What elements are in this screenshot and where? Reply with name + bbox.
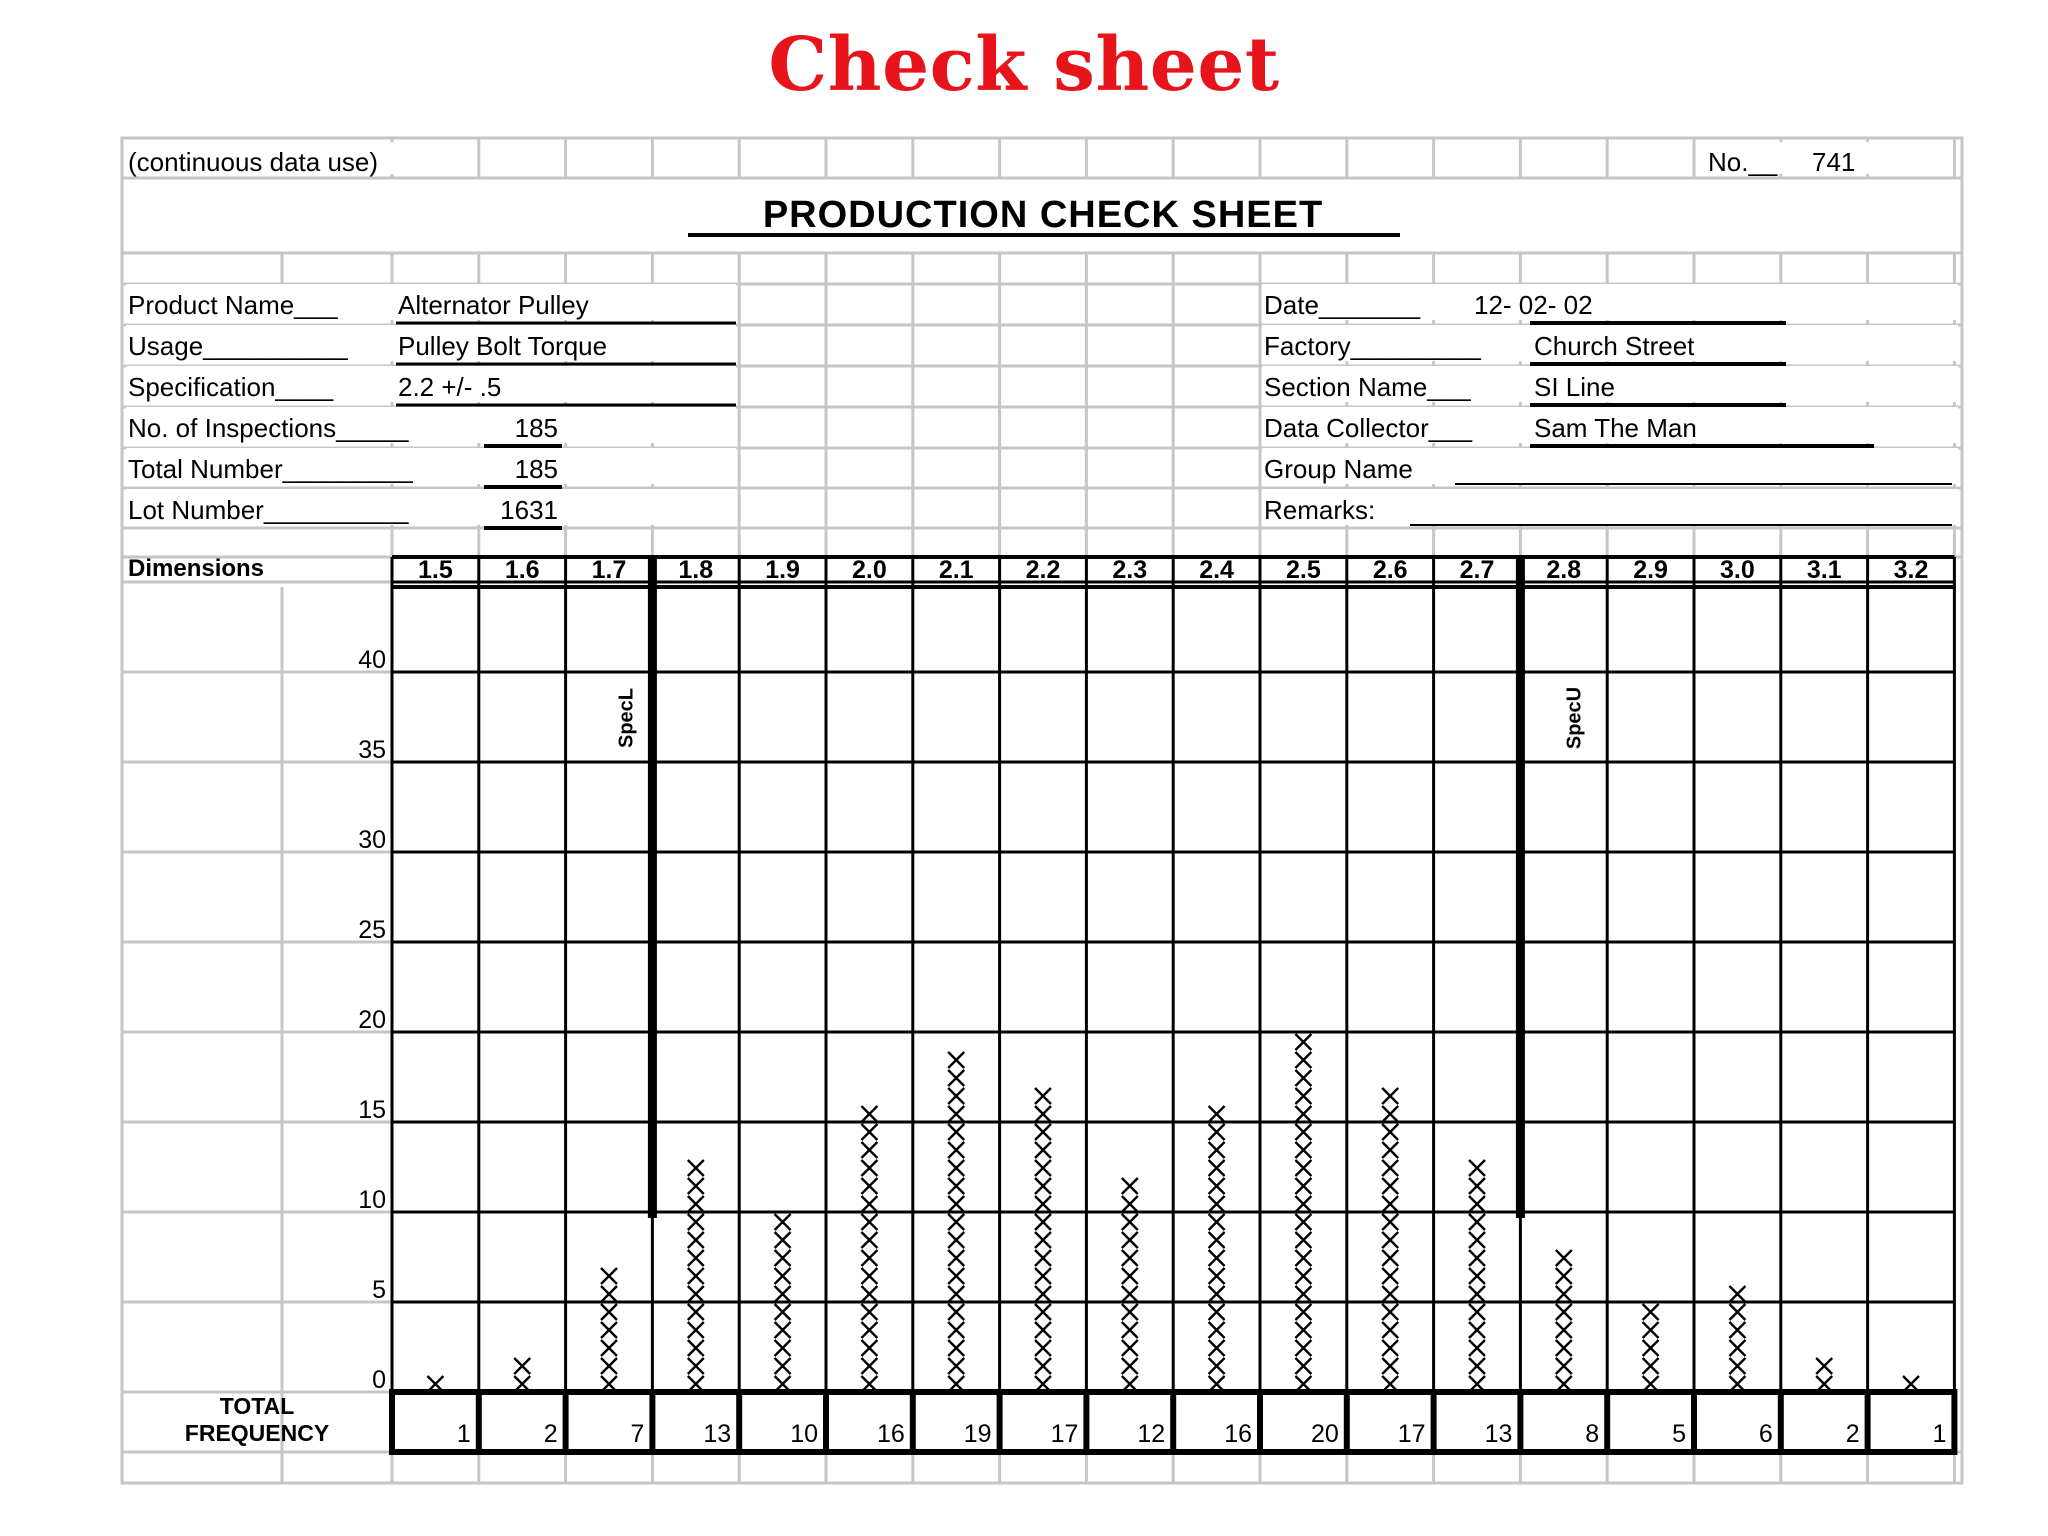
y-tick-label: 5 [372, 1276, 386, 1304]
total-value: 17 [1397, 1420, 1426, 1448]
total-value: 2 [543, 1420, 558, 1448]
field-value: 12- 02- 02 [1474, 290, 1593, 320]
field-value: Sam The Man [1534, 413, 1697, 443]
field-label: Group Name [1264, 454, 1413, 484]
total-value: 20 [1310, 1420, 1339, 1448]
total-value: 8 [1585, 1420, 1600, 1448]
field-value: 185 [514, 413, 558, 443]
category-label: 1.7 [591, 556, 627, 584]
total-value: 16 [876, 1420, 905, 1448]
field-label: No. of Inspections_____ [128, 413, 409, 443]
field-label: Factory_________ [1264, 331, 1481, 361]
category-label: 2.7 [1459, 556, 1495, 584]
y-tick-label: 0 [372, 1366, 386, 1394]
y-tick-label: 25 [358, 916, 386, 944]
field-value: SI Line [1534, 372, 1615, 402]
category-label: 2.0 [852, 556, 887, 584]
total-label-line2: FREQUENCY [184, 1420, 330, 1446]
category-label: 1.8 [678, 556, 714, 584]
category-label: 2.5 [1286, 556, 1321, 584]
total-value: 1 [1932, 1420, 1947, 1448]
dimensions-label: Dimensions [128, 555, 265, 582]
usage-note: (continuous data use) [128, 147, 379, 177]
total-value: 17 [1050, 1420, 1079, 1448]
total-value: 5 [1672, 1420, 1686, 1448]
y-tick-label: 35 [358, 736, 386, 764]
form-fields [124, 142, 1960, 528]
category-label: 1.6 [504, 556, 540, 584]
category-label: 2.9 [1633, 556, 1668, 584]
category-label: 2.1 [938, 556, 974, 584]
field-label: Remarks: [1264, 495, 1376, 525]
category-label: 1.9 [765, 556, 800, 584]
tally-chart [128, 555, 1954, 1452]
spec-upper-label: SpecU [1563, 686, 1586, 750]
field-label: Total Number_________ [128, 454, 413, 484]
total-value: 13 [703, 1420, 732, 1448]
number-value: 741 [1812, 147, 1856, 177]
y-tick-label: 10 [358, 1186, 386, 1214]
y-tick-label: 40 [358, 646, 386, 674]
field-label: Section Name___ [1264, 372, 1471, 402]
field-label: Specification____ [128, 372, 334, 402]
form-header [124, 142, 1960, 528]
field-label: Data Collector___ [1264, 413, 1473, 443]
total-value: 6 [1758, 1420, 1773, 1448]
total-value: 16 [1224, 1420, 1252, 1448]
y-tick-label: 15 [358, 1096, 386, 1124]
total-value: 19 [963, 1420, 992, 1448]
total-label-line1: TOTAL [219, 1393, 295, 1419]
total-value: 12 [1137, 1420, 1166, 1448]
field-value: Church Street [1534, 331, 1695, 361]
field-label: Date_______ [1264, 290, 1421, 320]
field-value: 185 [514, 454, 558, 484]
category-label: 2.8 [1546, 556, 1582, 584]
total-value: 1 [456, 1420, 471, 1448]
field-value: Pulley Bolt Torque [398, 331, 608, 361]
number-label: No.__ [1708, 147, 1778, 177]
y-tick-label: 20 [358, 1006, 386, 1034]
category-label: 2.2 [1025, 556, 1061, 584]
category-label: 2.6 [1372, 556, 1408, 584]
field-value: 2.2 +/- .5 [398, 372, 502, 402]
field-label: Product Name___ [128, 290, 338, 320]
category-label: 2.4 [1199, 556, 1234, 584]
slide-title: Check sheet [768, 22, 1280, 108]
field-value: 1631 [500, 495, 558, 525]
spec-lower-label: SpecL [615, 687, 638, 749]
field-label: Usage__________ [128, 331, 348, 361]
form-title: PRODUCTION CHECK SHEET [762, 194, 1324, 236]
total-value: 2 [1845, 1420, 1860, 1448]
y-tick-label: 30 [358, 826, 386, 854]
category-label: 2.3 [1112, 556, 1148, 584]
category-label: 3.0 [1720, 556, 1755, 584]
total-value: 7 [630, 1420, 645, 1448]
total-value: 13 [1484, 1420, 1513, 1448]
category-label: 3.1 [1806, 556, 1842, 584]
category-label: 1.5 [418, 556, 453, 584]
field-label: Lot Number__________ [128, 495, 409, 525]
total-value: 10 [790, 1420, 818, 1448]
field-value: Alternator Pulley [398, 290, 589, 320]
category-label: 3.2 [1893, 556, 1929, 584]
